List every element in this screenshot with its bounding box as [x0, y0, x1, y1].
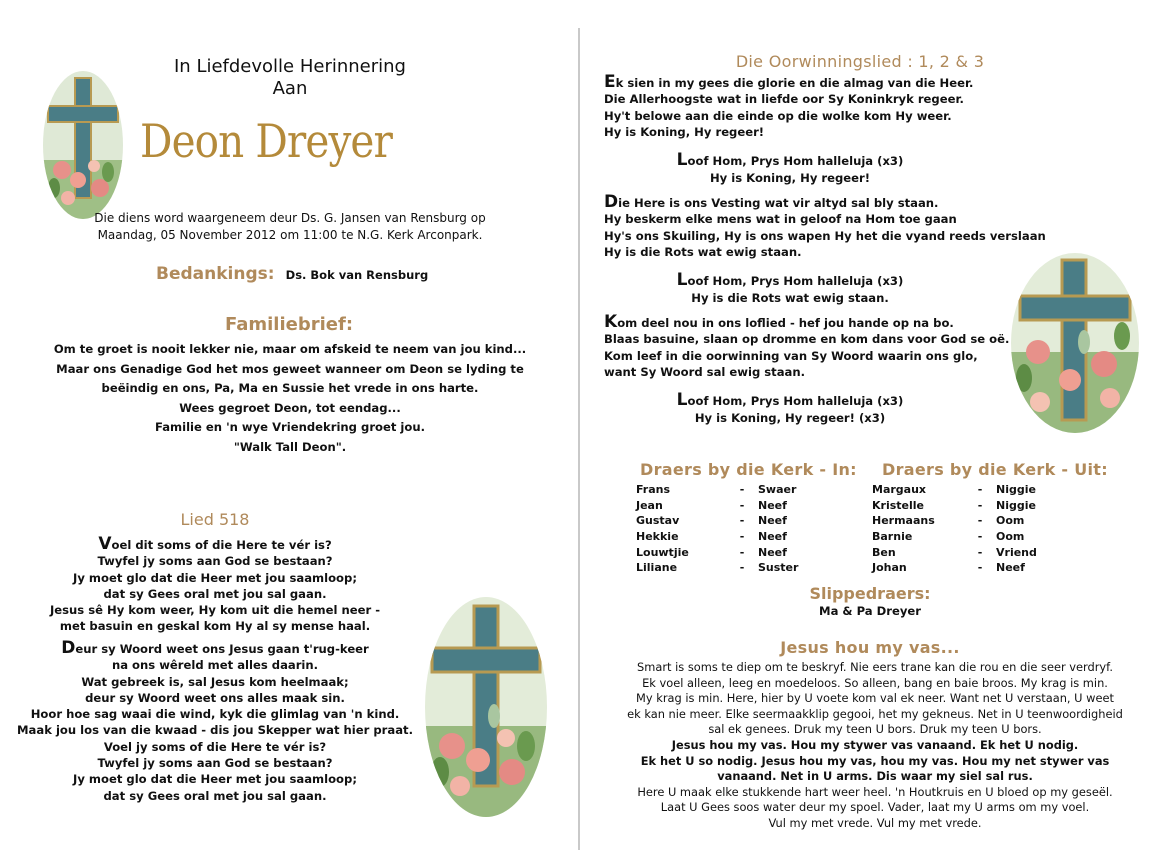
bearer-name: Liliane: [636, 561, 678, 575]
line-text: eur sy Woord weet ons Jesus gaan t'rug-keer: [75, 642, 369, 656]
bearer-rel: Niggie: [996, 498, 1036, 512]
line-text: oof Hom, Prys Hom halleluja (x3): [687, 394, 904, 408]
hymn-title: Lied 518: [180, 510, 250, 529]
hymn-line: [0, 755, 430, 771]
chorus-line: Hy is Koning, Hy regeer! (x3): [694, 411, 886, 425]
service-line2: Maandag, 05 November 2012 om 11:00 te N.G. Kerk Arconpark.: [97, 228, 483, 242]
line-text: Hy't belowe aan die einde op die wolke kom Hy weer.: [604, 108, 952, 123]
slipper-bearers-value: Ma & Pa Dreyer: [819, 604, 921, 618]
bearer-rel: Neef: [758, 545, 787, 559]
hymn-line: [0, 722, 430, 738]
hymn-line: [0, 536, 430, 553]
song-line: [604, 91, 1144, 107]
poem-line: Vul my met vrede. Vul my met vrede.: [768, 815, 982, 830]
song-line: [604, 194, 1144, 211]
bearer-row: [634, 560, 850, 576]
poem-line: Ek het U so nodig. Jesus hou my vas, hou my vas. Hou my net stywer vas: [640, 753, 1110, 768]
bearer-row: [870, 482, 1088, 498]
chorus-line: [580, 272, 1000, 290]
bearer-row: [634, 529, 850, 545]
bearers-out-table: [870, 482, 1088, 576]
bearer-dash: -: [739, 514, 745, 528]
bearer-rel: Vriend: [996, 545, 1037, 559]
bearer-dash: -: [977, 530, 983, 544]
line-text: Jy moet glo dat die Heer met jou saamloop;: [73, 772, 357, 787]
line-text: dat sy Gees oral met jou sal gaan.: [103, 788, 327, 803]
letter-line: beëindig en ons, Pa, Ma en Sussie het vrede in ons harte.: [101, 381, 479, 395]
hymn-line: [0, 771, 430, 787]
service-info: [40, 210, 540, 244]
service-line1: Die diens word waargeneem deur Ds. G. Jansen van Rensburg op: [94, 211, 486, 225]
line-text: Wat gebreek is, sal Jesus kom heelmaak;: [81, 674, 349, 689]
bearer-name: Jean: [636, 498, 663, 512]
letter-line: Familie en 'n wye Vriendekring groet jou.: [154, 420, 426, 434]
bearer-row: [634, 513, 850, 529]
song-line: [604, 124, 1144, 140]
song-chorus-1: [580, 152, 1000, 187]
poem-line: My krag is min. Here, hier by U voete kom val ek neer. Want net U verstaan, U weet: [636, 691, 1114, 706]
bearer-name: Hekkie: [636, 530, 679, 544]
bearer-rel: Oom: [996, 530, 1025, 544]
bearer-row: [870, 529, 1088, 545]
drop-cap: L: [676, 270, 688, 290]
drop-cap: L: [676, 150, 688, 170]
bearer-row: [634, 498, 850, 514]
bearer-row: [870, 560, 1088, 576]
line-text: oel dit soms of die Here te vér is?: [111, 538, 332, 552]
poem-line: vanaand. Net in U arms. Dis waar my siel sal rus.: [717, 769, 1033, 784]
bearer-rel: Neef: [758, 514, 787, 528]
line-text: Hoor hoe sag waai die wind, kyk die glimlag van 'n kind.: [30, 707, 400, 722]
letter-line: "Walk Tall Deon".: [233, 439, 347, 454]
drop-cap: K: [604, 312, 618, 332]
song-chorus-2: [580, 272, 1000, 307]
hymn-line: [0, 553, 430, 569]
left-page: [0, 28, 580, 850]
line-text: Jesus sê Hy kom weer, Hy kom uit die hemel neer -: [49, 603, 381, 618]
hymn-verse-2: [0, 640, 430, 804]
bearers-in-title: Draers by die Kerk - In:: [640, 460, 857, 479]
dedication-heading: [100, 56, 480, 100]
line-text: Blaas basuine, slaan op dromme en kom dans voor God se oë.: [604, 332, 1010, 347]
poem-line: Laat U Gees soos water deur my spoel. Vader, laat my U arms om my voel.: [660, 800, 1090, 815]
dedication-line1: In Liefdevolle Herinnering: [174, 56, 406, 77]
song-chorus-3: [580, 392, 1000, 427]
bearer-rel: Swaer: [758, 483, 797, 497]
song-line: [604, 74, 1144, 91]
poem-line: Smart is soms te diep om te beskryf. Nie eers trane kan die rou en die seer verdryf.: [637, 660, 1113, 674]
line-text: dat sy Gees oral met jou sal gaan.: [103, 586, 327, 601]
hymn-line: [0, 602, 430, 618]
poem-body: [580, 660, 1170, 832]
bearer-dash: -: [977, 561, 983, 575]
poem-line: sal ek genees. Druk my teen U bors. Druk my teen U bors.: [708, 722, 1042, 737]
poem-title: Jesus hou my vas...: [780, 638, 960, 657]
deceased-name: Deon Dreyer: [140, 114, 392, 168]
chorus-line: Hy is Koning, Hy regeer!: [709, 171, 871, 185]
letter-line: Maar ons Genadige God het mos geweet wanneer om Deon se lyding te: [56, 361, 524, 376]
line-text: deur sy Woord weet ons alles maak sin.: [85, 690, 345, 705]
line-text: met basuin en geskal kom Hy al sy mense haal.: [59, 619, 371, 634]
line-text: Jy moet glo dat die Heer met jou saamloop;: [73, 570, 357, 585]
cross-flowers-image-bottom: [424, 596, 548, 818]
line-text: want Sy Woord sal ewig staan.: [604, 365, 806, 380]
hymn-verse-1: [0, 536, 430, 635]
thanks-label: Bedankings:: [156, 264, 275, 284]
bearer-rel: Neef: [758, 498, 787, 512]
bearer-dash: -: [977, 483, 983, 497]
line-text: Kom leef in die oorwinning van Sy Woord waarin ons glo,: [604, 348, 978, 363]
line-text: na ons wêreld met alles daarin.: [111, 658, 319, 673]
chorus-line: [580, 392, 1000, 410]
line-text: Hy is die Rots wat ewig staan.: [604, 245, 802, 260]
bearer-rel: Oom: [996, 514, 1025, 528]
line-text: Hy is Koning, Hy regeer!: [604, 125, 765, 140]
bearer-name: Frans: [636, 483, 671, 497]
victory-song-title: Die Oorwinningslied : 1, 2 & 3: [735, 52, 985, 71]
bearer-row: [870, 544, 1088, 560]
bearer-dash: -: [977, 514, 983, 528]
drop-cap: E: [604, 72, 616, 92]
bearer-name: Johan: [872, 561, 907, 575]
bearers-in-table: [634, 482, 850, 576]
drop-cap: L: [676, 390, 688, 410]
hymn-line: [0, 640, 430, 657]
bearer-dash: -: [739, 545, 745, 559]
right-page: [580, 28, 1170, 850]
bearer-dash: -: [739, 561, 745, 575]
song-line: [604, 108, 1144, 124]
chorus-line: [580, 152, 1000, 170]
hymn-line: [0, 674, 430, 690]
bearer-row: [634, 482, 850, 498]
slipper-bearers-title: Slippedraers:: [809, 584, 931, 603]
drop-cap: D: [604, 192, 619, 212]
song-line: [604, 228, 1144, 244]
thanks-row: [156, 264, 428, 284]
dedication-line2: Aan: [272, 78, 308, 99]
song-stanza-1: [604, 74, 1144, 141]
bearer-name: Barnie: [872, 530, 913, 544]
bearer-name: Ben: [872, 545, 896, 559]
family-letter-body: [20, 340, 560, 457]
letter-line: Wees gegroet Deon, tot eendag...: [179, 400, 401, 415]
bearer-name: Kristelle: [872, 498, 924, 512]
line-text: ie Here is ons Vesting wat vir altyd sal bly staan.: [618, 196, 939, 210]
poem-line: Ek voel alleen, leeg en moedeloos. So alleen, bang en baie broos. My krag is min.: [642, 675, 1108, 690]
bearer-name: Louwtjie: [636, 545, 689, 559]
line-text: Voel jy soms of die Here te vér is?: [103, 739, 327, 754]
bearer-row: [870, 513, 1088, 529]
family-letter-title: Familiebrief:: [224, 314, 354, 335]
poem-line: Here U maak elke stukkende hart weer heel. 'n Houtkruis en U bloed op my geseël.: [637, 784, 1113, 799]
drop-cap: V: [98, 534, 112, 554]
bearer-rel: Neef: [996, 561, 1025, 575]
line-text: om deel nou in ons loflied - hef jou hande op na bo.: [617, 316, 954, 330]
drop-cap: D: [61, 638, 76, 658]
hymn-line: [0, 657, 430, 673]
bearer-rel: Suster: [758, 561, 799, 575]
cross-flowers-image-right: [1010, 252, 1140, 434]
hymn-line: [0, 706, 430, 722]
bearer-rel: Niggie: [996, 483, 1036, 497]
bearer-name: Margaux: [872, 483, 927, 497]
hymn-line: [0, 570, 430, 586]
bearer-dash: -: [977, 545, 983, 559]
bearers-out-title: Draers by die Kerk - Uit:: [882, 460, 1108, 479]
line-text: Hy beskerm elke mens wat in geloof na Hom toe gaan: [604, 212, 957, 227]
line-text: Hy's ons Skuiling, Hy is ons wapen Hy het die vyand reeds verslaan: [604, 228, 1046, 243]
bearer-name: Gustav: [636, 514, 680, 528]
line-text: k sien in my gees die glorie en die almag van die Heer.: [615, 76, 974, 90]
song-line: [604, 211, 1144, 227]
hymn-line: [0, 739, 430, 755]
line-text: Twyfel jy soms aan God se bestaan?: [97, 554, 333, 569]
line-text: oof Hom, Prys Hom halleluja (x3): [687, 154, 904, 168]
line-text: Twyfel jy soms aan God se bestaan?: [97, 756, 333, 771]
bearer-row: [870, 498, 1088, 514]
thanks-value: Ds. Bok van Rensburg: [285, 268, 429, 282]
bearer-dash: -: [739, 530, 745, 544]
hymn-line: [0, 586, 430, 602]
line-text: Die Allerhoogste wat in liefde oor Sy Koninkryk regeer.: [604, 92, 964, 107]
hymn-line: [0, 690, 430, 706]
line-text: oof Hom, Prys Hom halleluja (x3): [687, 274, 904, 288]
bearer-name: Hermaans: [872, 514, 935, 528]
hymn-line: [0, 618, 430, 634]
poem-line: Jesus hou my vas. Hou my stywer vas vanaand. Ek het U nodig.: [671, 737, 1079, 752]
hymn-line: [0, 788, 430, 804]
scan-top-margin: [0, 0, 1170, 29]
bearer-dash: -: [977, 498, 983, 512]
bearer-rel: Neef: [758, 530, 787, 544]
line-text: Maak jou los van die kwaad - dis jou Skepper wat hier praat.: [17, 723, 413, 738]
letter-line: Om te groet is nooit lekker nie, maar om afskeid te neem van jou kind...: [53, 342, 527, 356]
chorus-line: Hy is die Rots wat ewig staan.: [691, 291, 889, 305]
song-stanza-2: [604, 194, 1144, 261]
bearer-dash: -: [739, 498, 745, 512]
bearer-row: [634, 544, 850, 560]
bearer-dash: -: [739, 483, 745, 497]
poem-line: ek kan nie meer. Elke seermaakklip gegooi, het my gekneus. Net in U teenwoordigheid: [627, 706, 1123, 721]
